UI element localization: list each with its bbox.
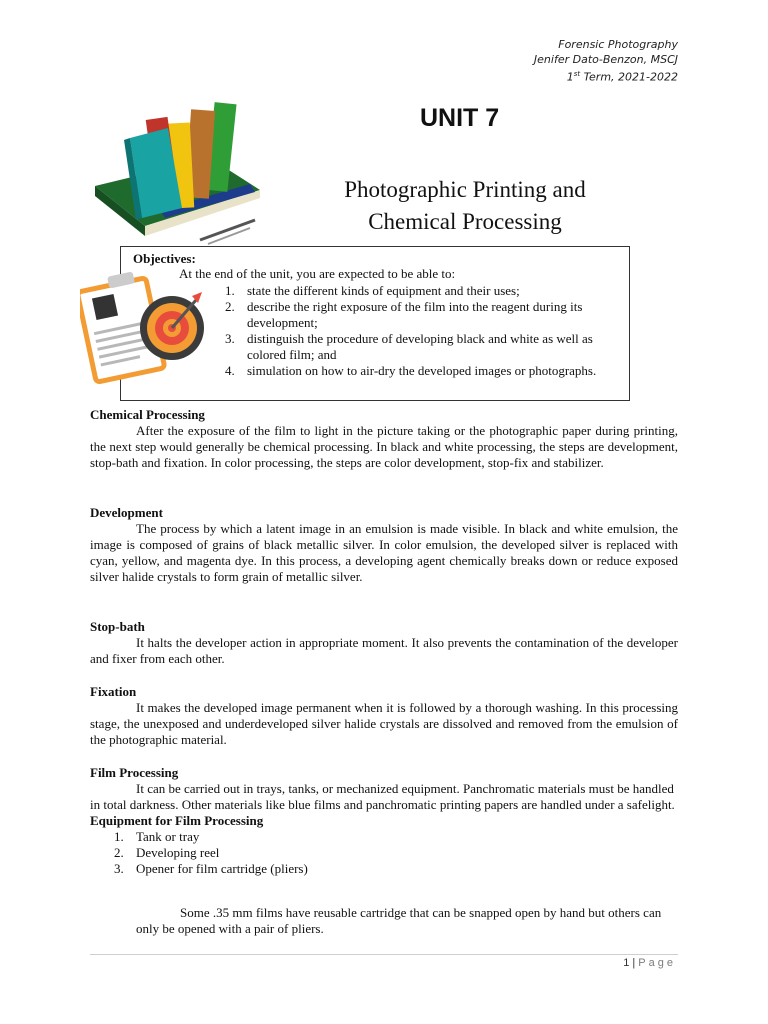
section-development [90, 505, 678, 585]
course-name: Forensic Photography [558, 38, 678, 51]
note-text: Some .35 mm films have reusable cartridge that can be snapped open by hand but others can only be opened with a pair of pliers. [136, 905, 662, 936]
unit-heading: UNIT 7 [420, 104, 500, 132]
objective-item [225, 283, 625, 299]
section-body: It halts the developer action in appropriate moment. It also prevents the contamination of the developer and fixer from each other. [90, 635, 678, 666]
objective-item [225, 363, 625, 379]
term-number: 1 [566, 70, 574, 84]
equipment-num: 2. [114, 845, 124, 860]
objectives-label: Objectives: [133, 251, 196, 266]
equipment-item [90, 845, 678, 861]
equipment-num: 3. [114, 861, 124, 876]
equipment-text: Tank or tray [136, 829, 200, 844]
equipment-item [90, 861, 678, 877]
objective-item [225, 299, 625, 331]
objective-num: 4. [225, 363, 235, 378]
document-title [300, 174, 630, 238]
section-body: It makes the developed image permanent when it is followed by a thorough washing. In this processing stage, the unexposed and underdeveloped silver halide crystals are dissolved and removed from the emulsion of the photographic material. [90, 700, 678, 747]
page-footer [623, 957, 676, 969]
footer-divider [90, 954, 678, 955]
objectives-list [225, 283, 625, 379]
title-line-1: Photographic Printing and [344, 177, 586, 202]
equipment-text: Opener for film cartridge (pliers) [136, 861, 308, 876]
equipment-text: Developing reel [136, 845, 220, 860]
section-body: It can be carried out in trays, tanks, or mechanized equipment. Panchromatic materials must be handled in total darkness. Other materials like blue films and panchromatic printing papers are handled under a safelight. [90, 781, 675, 812]
section-heading: Chemical Processing [90, 407, 205, 422]
section-heading: Film Processing [90, 765, 179, 780]
section-heading: Fixation [90, 684, 137, 699]
title-line-2: Chemical Processing [368, 209, 562, 234]
page-number: 1 [623, 957, 630, 969]
cartridge-note [136, 905, 676, 937]
objective-text: state the different kinds of equipment and their uses; [247, 283, 520, 298]
footer-separator: | [629, 957, 639, 969]
section-body: The process by which a latent image in an emulsion is made visible. In black and white emulsion, the image is composed of grains of black metallic silver. In color emulsion, the developed silver is replaced with cyan, yellow, and magenta dye. In this process, a developing agent chemically breaks down or reduce exposed silver halide crystals to form grain of metallic silver. [90, 521, 678, 584]
section-heading: Development [90, 505, 163, 520]
section-chemical-processing [90, 407, 678, 471]
objective-item [225, 331, 625, 363]
section-fixation [90, 684, 678, 748]
section-film-processing [90, 765, 678, 877]
equipment-heading: Equipment for Film Processing [90, 813, 264, 828]
objectives-intro: At the end of the unit, you are expected to be able to: [179, 266, 456, 281]
section-heading: Stop-bath [90, 619, 145, 634]
term-line [534, 67, 678, 85]
objective-num: 1. [225, 283, 235, 298]
section-stop-bath [90, 619, 678, 667]
equipment-num: 1. [114, 829, 124, 844]
equipment-list [90, 829, 678, 877]
books-illustration [90, 98, 270, 248]
objective-num: 2. [225, 299, 235, 314]
term-text: Term, 2021-2022 [580, 70, 678, 84]
equipment-item [90, 829, 678, 845]
section-body: After the exposure of the film to light in the picture taking or the photographic paper during printing, the next step would generally be chemical processing. In black and white processing, the steps are development, stop-bath and fixation. In color processing, the steps are color development, stop-fix and stabilizer. [90, 423, 678, 470]
objective-text: describe the right exposure of the film into the reagent during its development; [247, 299, 583, 330]
objective-num: 3. [225, 331, 235, 346]
document-header [534, 37, 678, 85]
objective-text: distinguish the procedure of developing black and white as well as colored film; and [247, 331, 593, 362]
author-name: Jenifer Dato-Benzon, MSCJ [533, 53, 678, 66]
target-clipboard-icon [80, 270, 210, 388]
term-ordinal: st [573, 70, 581, 78]
page-label: Page [638, 957, 676, 969]
objective-text: simulation on how to air-dry the developed images or photographs. [247, 363, 597, 378]
